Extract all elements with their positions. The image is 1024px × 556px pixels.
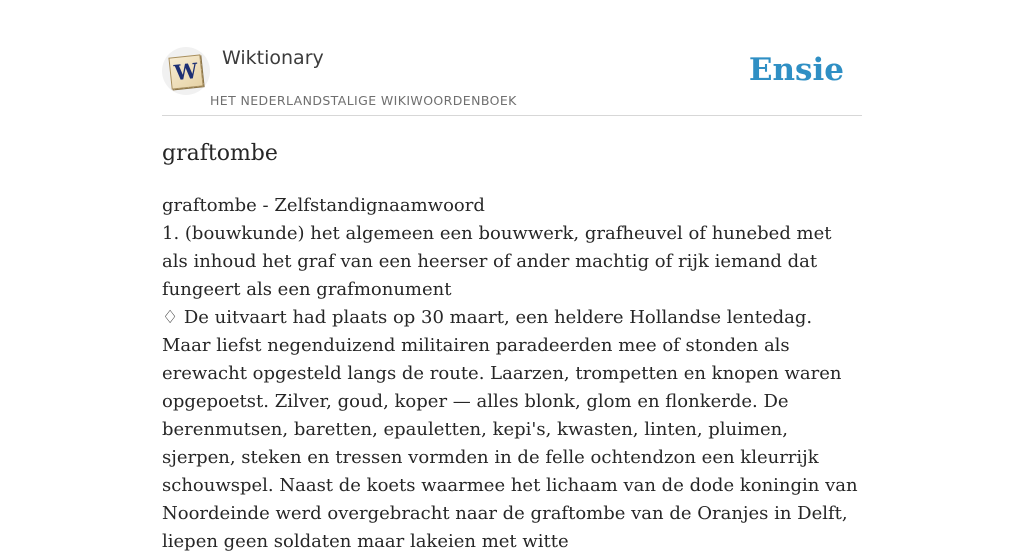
entry-headline: graftombe - Zelfstandignaamwoord bbox=[162, 195, 485, 216]
ensie-brand-link[interactable]: Ensie bbox=[748, 52, 844, 88]
site-title[interactable]: Wiktionary bbox=[222, 47, 324, 69]
w-tile-icon bbox=[168, 54, 203, 89]
header-divider bbox=[162, 115, 862, 116]
site-subtitle: HET NEDERLANDSTALIGE WIKIWOORDENBOEK bbox=[210, 93, 517, 108]
entry-example: ♢ De uitvaart had plaats op 30 maart, een heldere Hollandse lentedag. Maar liefst negenduizend militairen paradeerden mee of stonden als erewacht opgesteld langs de route. Laarzen, trompetten en knopen waren opgepoetst. Zilver, goud, koper — alles blonk, glom en flonkerde. De berenmutsen, baretten, epauletten, kepi's, kwasten, linten, pluimen, sjerpen, steken en tressen vormden in de felle ochtendzon een kleurrijk schouwspel. Naast de koets waarmee het lichaam van de dode koningin van Noordeinde werd overgebracht naar de graftombe van de Oranjes in Delft, liepen geen soldaten maar lakeien met witte bbox=[162, 307, 858, 552]
page-title: graftombe bbox=[162, 141, 278, 166]
entry-definition: 1. (bouwkunde) het algemeen een bouwwerk, grafheuvel of hunebed met als inhoud het graf van een heerser of ander machtig of rijk iemand dat fungeert als een grafmonument bbox=[162, 223, 832, 300]
content-card bbox=[162, 0, 862, 552]
wiktionary-logo[interactable] bbox=[162, 47, 210, 95]
logo-letter: W bbox=[172, 57, 199, 86]
entry-body bbox=[162, 192, 862, 556]
